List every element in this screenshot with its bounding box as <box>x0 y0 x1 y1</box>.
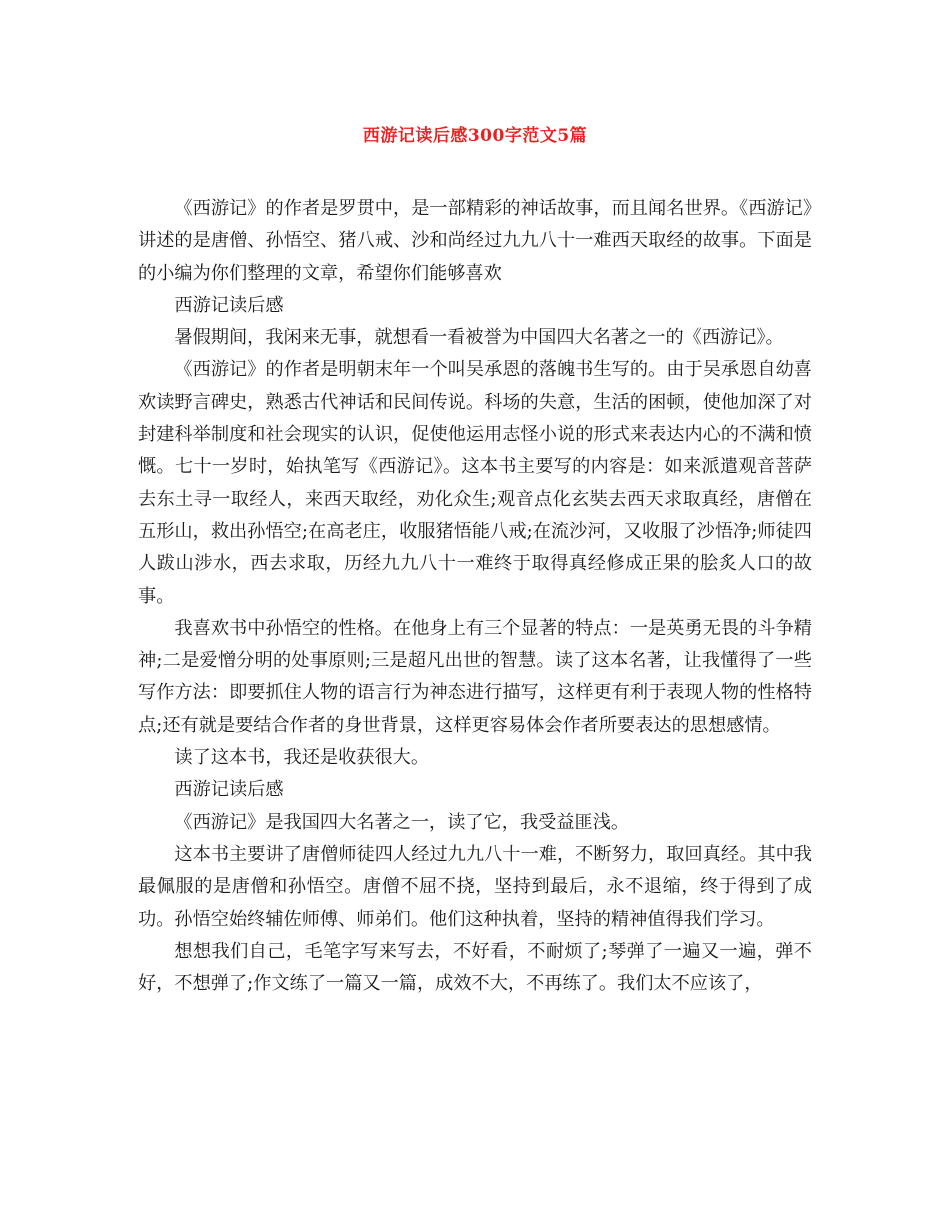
document-body <box>138 193 812 1000</box>
paragraph: 《西游记》是我国四大名著之一，读了它，我受益匪浅。 <box>174 811 630 833</box>
paragraph-intro: 《西游记》的作者是罗贯中，是一部精彩的神话故事，而且闻名世界。《西游记》讲述的是唐僧、孙悟空、猪八戒、沙和尚经过九九八十一难西天取经的故事。下面是的小编为你们整理的文章，希望你们能够喜欢 <box>138 198 812 284</box>
document-title: 西游记读后感300字范文5篇 <box>362 126 588 146</box>
paragraph: 这本书主要讲了唐僧师徒四人经过九九八十一难，不断努力，取回真经。其中我最佩服的是唐僧和孙悟空。唐僧不屈不挠，坚持到最后，永不退缩，终于得到了成功。孙悟空始终辅佐师傅、师弟们。他们这种执着，坚持的精神值得我们学习。 <box>138 843 812 930</box>
section-heading: 西游记读后感 <box>174 779 284 801</box>
paragraph: 暑假期间，我闲来无事，就想看一看被誉为中国四大名著之一的《西游记》。 <box>174 327 784 349</box>
paragraph: 读了这本书，我还是收获很大。 <box>174 747 430 769</box>
paragraph: 想想我们自己，毛笔字写来写去，不好看，不耐烦了;琴弹了一遍又一遍，弹不好，不想弹了;作文练了一篇又一篇，成效不大，不再练了。我们太不应该了， <box>138 940 812 995</box>
paragraph: 《西游记》的作者是明朝末年一个叫吴承恩的落魄书生写的。由于吴承恩自幼喜欢读野言碑史，熟悉古代神话和民间传说。科场的失意，生活的困顿，使他加深了对封建科举制度和社会现实的认识，促使他运用志怪小说的形式来表达内心的不满和愤慨。七十一岁时，始执笔写《西游记》。这本书主要写的内容是：如来派遣观音菩萨去东土寻一取经人，来西天取经，劝化众生;观音点化玄奘去西天求取真经，唐僧在五形山，救出孙悟空;在高老庄，收服猪悟能八戒;在流沙河，又收服了沙悟净;师徒四人跋山涉水，西去求取，历经九九八十一难终于取得真经修成正果的脍炙人口的故事。 <box>138 359 812 607</box>
paragraph: 我喜欢书中孙悟空的性格。在他身上有三个显著的特点：一是英勇无畏的斗争精神;二是爱憎分明的处事原则;三是超凡出世的智慧。读了这本名著，让我懂得了一些写作方法：即要抓住人物的语言行为神态进行描写，这样更有利于表现人物的性格特点;还有就是要结合作者的身世背景，这样更容易体会作者所要表达的思想感情。 <box>138 617 812 736</box>
section-heading: 西游记读后感 <box>174 294 284 316</box>
